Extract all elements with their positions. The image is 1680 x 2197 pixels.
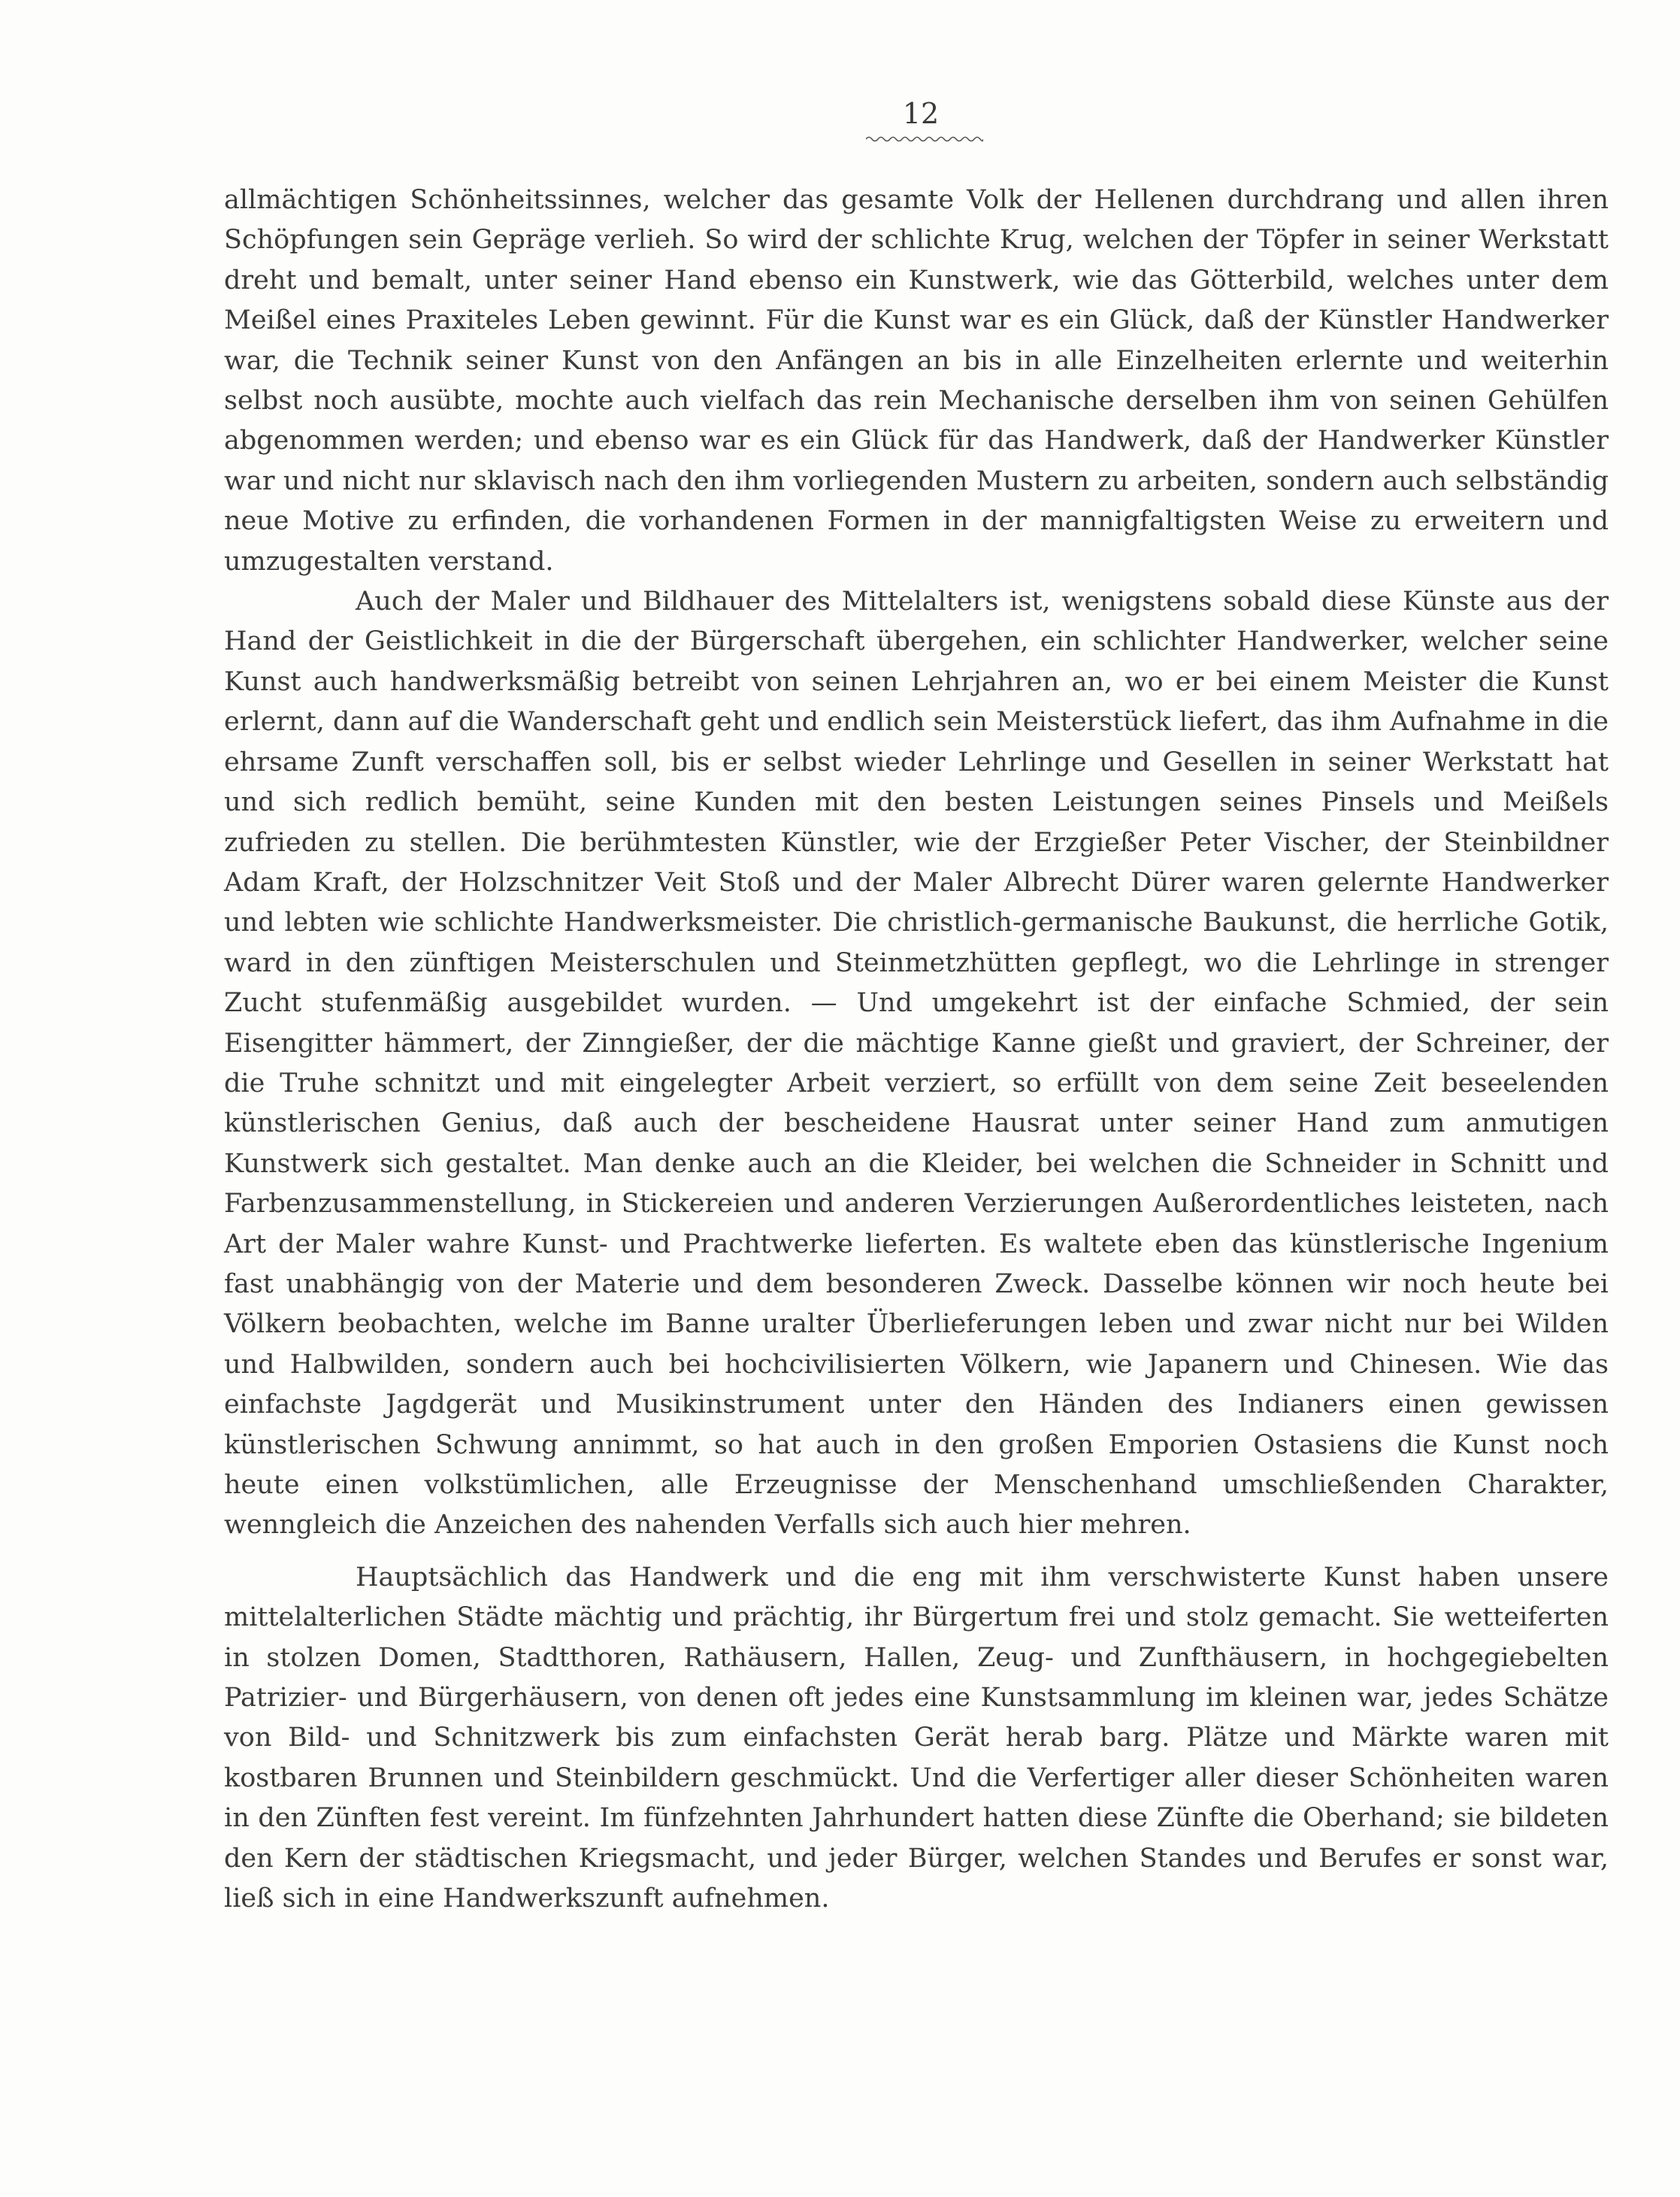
- text-body: [224, 180, 1609, 1919]
- paragraph-handwerk-staedte: Hauptsächlich das Handwerk und die eng mit ihm verschwisterte Kunst haben unsere mittelalterlichen Städte mächtig und prächtig, ihr Bürgertum frei und stolz gemacht. Sie wetteiferten in stolzen Domen, Stadtthoren, Rathäusern, Hallen, Zeug- und Zunfthäusern, in hochgegiebelten Patrizier- und Bürgerhäusern, von denen oft jedes eine Kunstsammlung im kleinen war, jedes Schätze von Bild- und Schnitzwerk bis zum einfachsten Gerät herab barg. Plätze und Märkte waren mit kostbaren Brunnen und Steinbildern geschmückt. Und die Verfertiger aller dieser Schönheiten waren in den Zünften fest vereint. Im fünfzehnten Jahrhundert hatten diese Zünfte die Oberhand; sie bildeten den Kern der städtischen Kriegsmacht, und jeder Bürger, welchen Standes und Berufes er sonst war, ließ sich in eine Handwerkszunft aufnehmen.: [224, 1562, 1609, 1914]
- page-number-ornament: [866, 134, 983, 144]
- page-number: 12: [902, 97, 940, 130]
- paragraph-continuation: allmächtigen Schönheitssinnes, welcher das gesamte Volk der Hellenen durchdrang und allen ihren Schöpfungen sein Gepräge verlieh. So wird der schlichte Krug, welchen der Töpfer in seiner Werkstatt dreht und bemalt, unter seiner Hand ebenso ein Kunstwerk, wie das Götterbild, welches unter dem Meißel eines Praxiteles Leben gewinnt. Für die Kunst war es ein Glück, daß der Künstler Handwerker war, die Technik seiner Kunst von den Anfängen an bis in alle Einzelheiten erlernte und weiterhin selbst noch ausübte, mochte auch vielfach das rein Mechanische derselben ihm von seinen Gehülfen abgenommen werden; und ebenso war es ein Glück für das Handwerk, daß der Handwerker Künstler war und nicht nur sklavisch nach den ihm vorliegenden Mustern zu arbeiten, sondern auch selbständig neue Motive zu erfinden, die vorhandenen Formen in der mannigfaltigsten Weise zu erweitern und umzugestalten verstand.: [224, 185, 1609, 577]
- paragraph-maler-bildhauer: Auch der Maler und Bildhauer des Mittelalters ist, wenigstens sobald diese Künste aus der Hand der Geistlichkeit in die der Bürgerschaft übergehen, ein schlichter Handwerker, welcher seine Kunst auch handwerksmäßig betreibt von seinen Lehrjahren an, wo er bei einem Meister die Kunst erlernt, dann auf die Wanderschaft geht und endlich sein Meisterstück liefert, das ihm Aufnahme in die ehrsame Zunft verschaffen soll, bis er selbst wieder Lehrlinge und Gesellen in seiner Werkstatt hat und sich redlich bemüht, seine Kunden mit den besten Leistungen seines Pinsels und Meißels zufrieden zu stellen. Die berühmtesten Künstler, wie der Erzgießer Peter Vischer, der Steinbildner Adam Kraft, der Holzschnitzer Veit Stoß und der Maler Albrecht Dürer waren gelernte Handwerker und lebten wie schlichte Handwerksmeister. Die christlich-germanische Baukunst, die herrliche Gotik, ward in den zünftigen Meisterschulen und Steinmetzhütten gepflegt, wo die Lehrlinge in strenger Zucht stufenmäßig ausgebildet wurden. — Und umgekehrt ist der einfache Schmied, der sein Eisengitter hämmert, der Zinngießer, der die mächtige Kanne gießt und graviert, der Schreiner, der die Truhe schnitzt und mit eingelegter Arbeit verziert, so erfüllt von dem seine Zeit beseelenden künstlerischen Genius, daß auch der bescheidene Hausrat unter seiner Hand zum anmutigen Kunstwerk sich gestaltet. Man denke auch an die Kleider, bei welchen die Schneider in Schnitt und Farbenzusammenstellung, in Stickereien und anderen Verzierungen Außerordentliches leisteten, nach Art der Maler wahre Kunst- und Prachtwerke lieferten. Es waltete eben das künstlerische Ingenium fast unabhängig von der Materie und dem besonderen Zweck. Dasselbe können wir noch heute bei Völkern beobachten, welche im Banne uralter Überlieferungen leben und zwar nicht nur bei Wilden und Halbwilden, sondern auch bei hochcivilisierten Völkern, wie Japanern und Chinesen. Wie das einfachste Jagdgerät und Musikinstrument unter den Händen des Indianers einen gewissen künstlerischen Schwung annimmt, so hat auch in den großen Emporien Ostasiens die Kunst noch heute einen volkstümlichen, alle Erzeugnisse der Menschenhand umschließenden Charakter, wenngleich die Anzeichen des nahenden Verfalls sich auch hier mehren.: [224, 586, 1609, 1541]
